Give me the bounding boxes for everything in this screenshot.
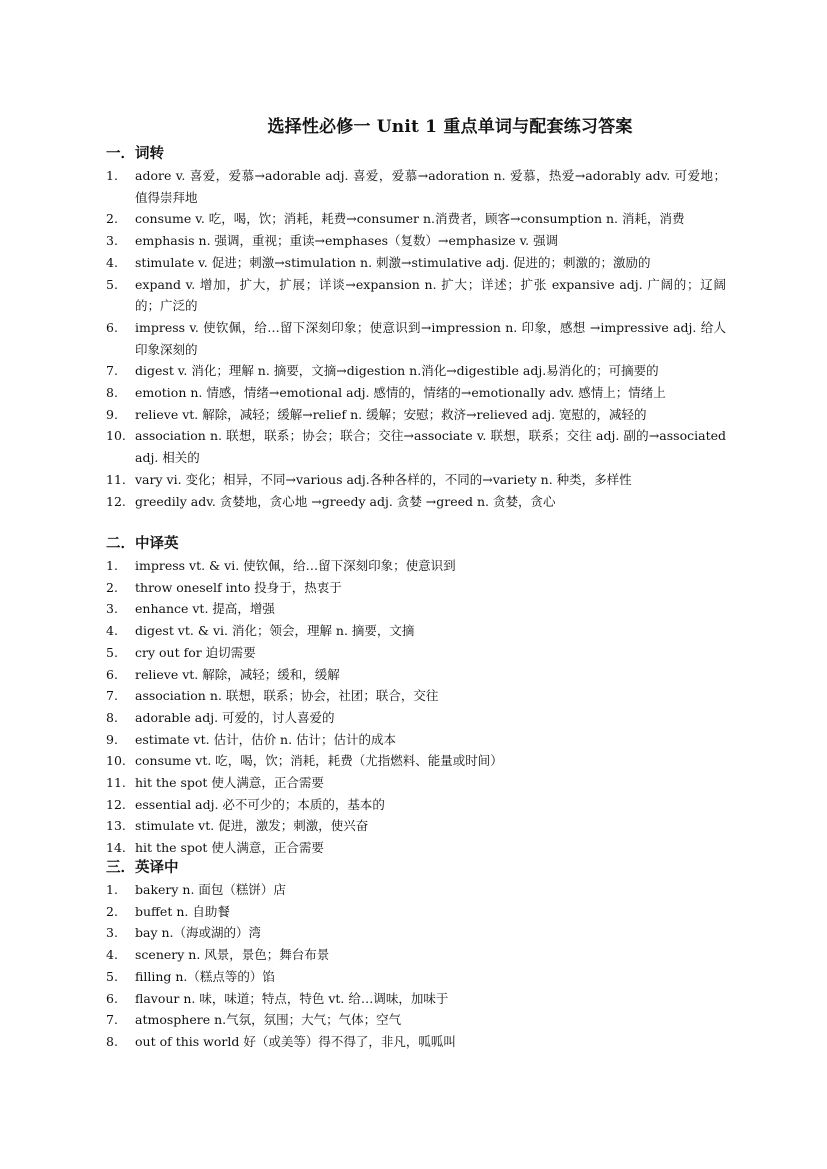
item-number: 1.	[106, 168, 118, 183]
list-item	[106, 815, 726, 837]
item-number: 10.	[106, 428, 126, 444]
list-item	[106, 772, 726, 794]
list-item	[106, 598, 726, 620]
item-number: 4.	[106, 254, 118, 270]
item-text: out of this world 好（或美等）得不得了，非凡，呱呱叫	[135, 1033, 456, 1049]
item-text: expand v. 增加，扩大，扩展；详谈→expansion n. 扩大；详述；扩张 expansive adj. 广阔的；辽阔的；广泛的	[135, 276, 726, 314]
section-english-to-chinese	[106, 857, 726, 1053]
item-text: impress v. 使钦佩，给…留下深刻印象；使意识到→impression n. 印象，感想 →impressive adj. 给人印象深刻的	[135, 319, 726, 357]
list-item	[106, 750, 726, 772]
list-item	[106, 794, 726, 816]
list-item	[106, 491, 726, 513]
word-list	[106, 555, 726, 859]
item-number: 6.	[106, 666, 118, 682]
item-text: filling n.（糕点等的）馅	[135, 968, 275, 984]
item-text: adore v. 喜爱，爱慕→adorable adj. 喜爱，爱慕→adoration n. 爱慕，热爱→adorably adv. 可爱地；值得崇拜地	[135, 168, 726, 205]
item-number: 9.	[106, 406, 118, 422]
section-heading: 二．中译英	[106, 535, 179, 552]
list-item	[106, 469, 726, 491]
item-number: 2.	[106, 903, 118, 919]
list-item	[106, 922, 726, 944]
item-number: 10.	[106, 753, 126, 769]
section-heading: 三．英译中	[106, 859, 179, 876]
list-item	[106, 879, 726, 901]
item-text: emotion n. 情感，情绪→emotional adj. 感情的，情绪的→emotionally adv. 感情上；情绪上	[135, 385, 666, 401]
item-number: 7.	[106, 688, 118, 704]
item-number: 2.	[106, 211, 118, 227]
list-item	[106, 837, 726, 859]
item-text: relieve vt. 解除，减轻；缓解→relief n. 缓解；安慰；救济→relieved adj. 宽慰的，减轻的	[135, 406, 647, 422]
item-number: 11.	[106, 471, 126, 487]
item-text: flavour n. 味，味道；特点，特色 vt. 给…调味，加味于	[135, 990, 449, 1006]
item-number: 5.	[106, 968, 118, 984]
list-item	[106, 1031, 726, 1053]
item-text: greedily adv. 贪婪地，贪心地 →greedy adj. 贪婪 →greed n. 贪婪，贪心	[135, 493, 556, 509]
item-number: 12.	[106, 796, 126, 812]
item-number: 13.	[106, 818, 126, 834]
item-text: consume vt. 吃，喝，饮；消耗，耗费（尤指燃料、能量或时间）	[135, 753, 503, 769]
item-text: association n. 联想，联系；协会；联合；交往→associate v. 联想，联系；交往 adj. 副的→associated adj. 相关的	[135, 428, 726, 466]
item-text: atmosphere n.气氛，氛围；大气；气体；空气	[135, 1012, 402, 1028]
item-text: stimulate v. 促进；刺激→stimulation n. 刺激→stimulative adj. 促进的；刺激的；激励的	[135, 254, 651, 270]
list-item	[106, 944, 726, 966]
list-item	[106, 274, 726, 317]
item-number: 11.	[106, 775, 126, 791]
list-item	[106, 230, 726, 252]
item-text: digest v. 消化；理解 n. 摘要，文摘→digestion n.消化→digestible adj.易消化的；可摘要的	[135, 363, 659, 379]
item-text: emphasis n. 强调，重视；重读→emphases（复数）→emphasize v. 强调	[135, 233, 559, 249]
list-item	[106, 577, 726, 599]
list-item	[106, 664, 726, 686]
item-number: 8.	[106, 1033, 118, 1049]
item-text: digest vt. & vi. 消化；领会，理解 n. 摘要，文摘	[135, 623, 415, 639]
item-text: estimate vt. 估计，估价 n. 估计；估计的成本	[135, 731, 397, 747]
list-item	[106, 729, 726, 751]
list-item	[106, 1009, 726, 1031]
item-text: cry out for 迫切需要	[135, 644, 256, 660]
list-item	[106, 685, 726, 707]
item-number: 4.	[106, 623, 118, 639]
item-text: hit the spot 使人满意，正合需要	[135, 775, 324, 791]
section-heading: 一．词转	[106, 145, 164, 162]
section-chinese-to-english	[106, 533, 726, 859]
item-number: 5.	[106, 644, 118, 660]
item-text: bakery n. 面包（糕饼）店	[135, 882, 286, 897]
word-list	[106, 165, 726, 512]
item-number: 1.	[106, 882, 118, 897]
item-number: 3.	[106, 601, 118, 617]
item-number: 3.	[106, 925, 118, 941]
list-item	[106, 425, 726, 468]
word-list	[106, 879, 726, 1053]
item-number: 5.	[106, 276, 118, 292]
list-item	[106, 555, 726, 577]
item-number: 1.	[106, 558, 118, 573]
item-number: 9.	[106, 731, 118, 747]
list-item	[106, 317, 726, 360]
item-text: vary vi. 变化；相异，不同→various adj.各种各样的，不同的→variety n. 种类，多样性	[135, 471, 632, 487]
item-number: 6.	[106, 319, 118, 335]
list-item	[106, 642, 726, 664]
item-text: throw oneself into 投身于，热衷于	[135, 579, 342, 595]
list-item	[106, 382, 726, 404]
item-text: scenery n. 风景，景色；舞台布景	[135, 947, 330, 963]
item-text: impress vt. & vi. 使钦佩，给…留下深刻印象；使意识到	[135, 558, 456, 573]
item-number: 4.	[106, 947, 118, 963]
item-text: enhance vt. 提高，增强	[135, 601, 275, 617]
list-item	[106, 620, 726, 642]
item-number: 14.	[106, 840, 126, 856]
item-number: 12.	[106, 493, 126, 509]
section-word-forms	[106, 143, 726, 512]
item-number: 8.	[106, 709, 118, 725]
item-text: hit the spot 使人满意，正合需要	[135, 840, 324, 856]
item-text: consume v. 吃，喝，饮；消耗，耗费→consumer n.消费者，顾客→consumption n. 消耗，消费	[135, 211, 685, 227]
page-title: 选择性必修一 Unit 1 重点单词与配套练习答案	[267, 117, 633, 137]
item-text: association n. 联想，联系；协会，社团；联合，交往	[135, 688, 439, 704]
item-text: buffet n. 自助餐	[135, 903, 230, 919]
item-number: 7.	[106, 363, 118, 379]
item-number: 2.	[106, 579, 118, 595]
list-item	[106, 707, 726, 729]
list-item	[106, 208, 726, 230]
list-item	[106, 404, 726, 426]
item-number: 6.	[106, 990, 118, 1006]
item-text: stimulate vt. 促进，激发；刺激，使兴奋	[135, 818, 369, 834]
item-text: adorable adj. 可爱的，讨人喜爱的	[135, 709, 335, 725]
item-text: relieve vt. 解除，减轻；缓和，缓解	[135, 666, 340, 682]
list-item	[106, 988, 726, 1010]
list-item	[106, 966, 726, 988]
list-item	[106, 360, 726, 382]
item-number: 7.	[106, 1012, 118, 1028]
list-item	[106, 901, 726, 923]
item-text: essential adj. 必不可少的；本质的，基本的	[135, 796, 385, 812]
list-item	[106, 252, 726, 274]
item-number: 3.	[106, 233, 118, 249]
list-item	[106, 165, 726, 208]
item-text: bay n.（海或湖的）湾	[135, 925, 262, 941]
item-number: 8.	[106, 385, 118, 401]
